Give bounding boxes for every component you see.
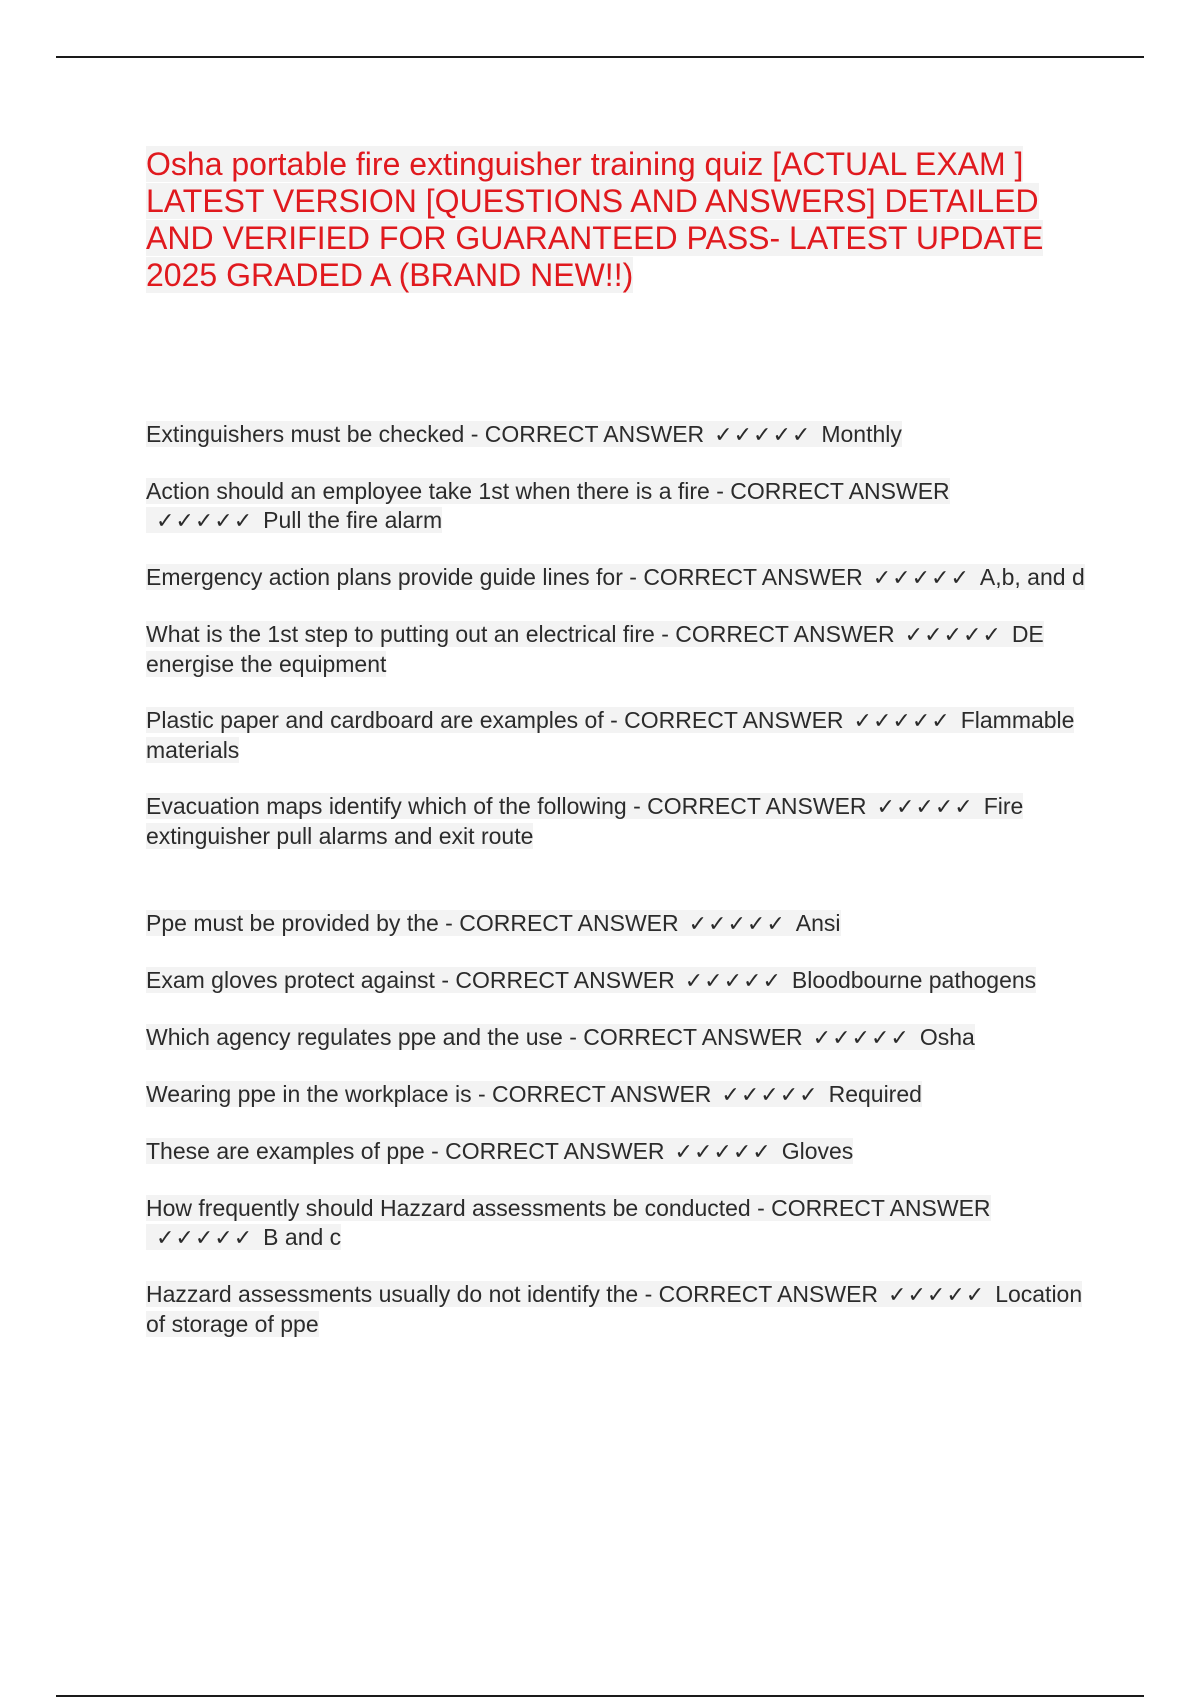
answer-text: Ansi <box>795 910 841 936</box>
qa-item <box>146 966 1086 996</box>
question-text: Plastic paper and cardboard are examples of - CORRECT ANSWER <box>146 707 844 733</box>
question-text: Wearing ppe in the workplace is - CORRECT ANSWER <box>146 1081 712 1107</box>
qa-list <box>146 420 1086 1339</box>
qa-item <box>146 563 1086 593</box>
answer-text: Bloodbourne pathogens <box>791 967 1037 993</box>
answer-text: Location of storage of ppe <box>146 1281 1083 1337</box>
checkmarks-icon: ✓✓✓✓✓ <box>721 1083 819 1108</box>
question-text: Emergency action plans provide guide lines for - CORRECT ANSWER <box>146 564 863 590</box>
answer-text: Pull the fire alarm <box>263 507 443 533</box>
question-text: What is the 1st step to putting out an electrical fire - CORRECT ANSWER <box>146 621 895 647</box>
answer-text: B and c <box>263 1224 342 1250</box>
question-text: Ppe must be provided by the - CORRECT ANSWER <box>146 910 679 936</box>
qa-item <box>146 620 1086 679</box>
qa-item <box>146 1023 1086 1053</box>
answer-text: A,b, and d <box>979 564 1085 590</box>
checkmarks-icon: ✓✓✓✓✓ <box>156 509 254 534</box>
qa-item <box>146 706 1086 765</box>
checkmarks-icon: ✓✓✓✓✓ <box>684 969 782 994</box>
answer-text: Gloves <box>781 1138 854 1164</box>
answer-text: Osha <box>919 1024 975 1050</box>
checkmarks-icon: ✓✓✓✓✓ <box>876 795 974 820</box>
answer-text: Monthly <box>821 421 902 447</box>
checkmarks-icon: ✓✓✓✓✓ <box>888 1283 986 1308</box>
document-title: Osha portable fire extinguisher training quiz [ACTUAL EXAM ] LATEST VERSION [QUESTIONS AND ANSWERS] DETAILED AND VERIFIED FOR GUARANTEED PASS- LATEST UPDATE 2025 GRADED A (BRAND NEW!!) <box>146 146 1044 293</box>
answer-text: Fire extinguisher pull alarms and exit route <box>146 793 1024 849</box>
question-text: Extinguishers must be checked - CORRECT ANSWER <box>146 421 705 447</box>
checkmarks-icon: ✓✓✓✓✓ <box>853 709 951 734</box>
qa-item <box>146 1080 1086 1110</box>
question-text: Evacuation maps identify which of the following - CORRECT ANSWER <box>146 793 867 819</box>
checkmarks-icon: ✓✓✓✓✓ <box>674 1140 772 1165</box>
qa-item <box>146 1137 1086 1167</box>
question-text: Action should an employee take 1st when there is a fire - CORRECT ANSWER <box>146 478 950 504</box>
qa-item <box>146 909 1086 939</box>
qa-item <box>146 1194 1086 1253</box>
qa-item <box>146 477 1086 536</box>
checkmarks-icon: ✓✓✓✓✓ <box>714 423 812 448</box>
qa-item <box>146 420 1086 450</box>
question-text: Hazzard assessments usually do not identify the - CORRECT ANSWER <box>146 1281 879 1307</box>
qa-item <box>146 1280 1086 1339</box>
checkmarks-icon: ✓✓✓✓✓ <box>688 912 786 937</box>
checkmarks-icon: ✓✓✓✓✓ <box>812 1026 910 1051</box>
answer-text: Required <box>828 1081 922 1107</box>
question-text: How frequently should Hazzard assessments be conducted - CORRECT ANSWER <box>146 1195 991 1221</box>
bottom-rule <box>56 1695 1144 1697</box>
question-text: Exam gloves protect against - CORRECT ANSWER <box>146 967 675 993</box>
checkmarks-icon: ✓✓✓✓✓ <box>872 566 970 591</box>
answer-text: DE energise the equipment <box>146 621 1044 677</box>
top-rule <box>56 56 1144 58</box>
question-text: These are examples of ppe - CORRECT ANSWER <box>146 1138 665 1164</box>
checkmarks-icon: ✓✓✓✓✓ <box>156 1226 254 1251</box>
qa-item <box>146 792 1086 851</box>
question-text: Which agency regulates ppe and the use - CORRECT ANSWER <box>146 1024 803 1050</box>
checkmarks-icon: ✓✓✓✓✓ <box>904 623 1002 648</box>
answer-text: Flammable materials <box>146 707 1075 763</box>
